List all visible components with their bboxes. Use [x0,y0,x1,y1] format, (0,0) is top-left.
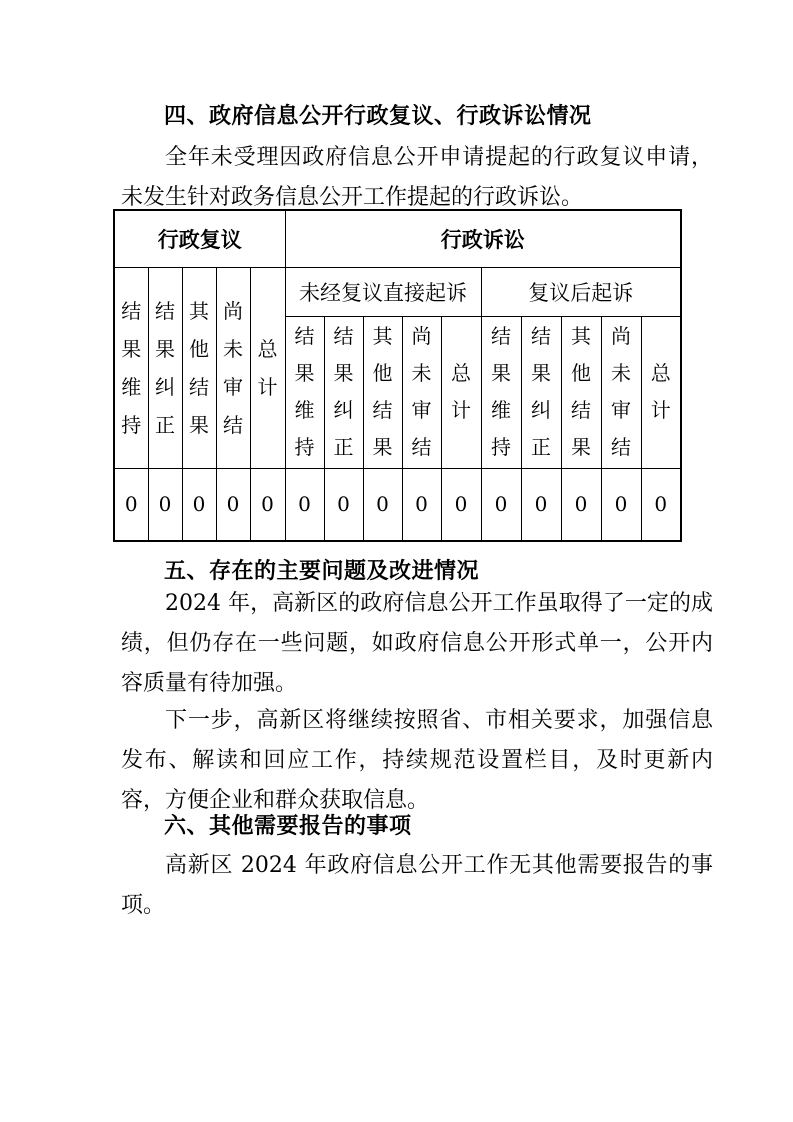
value-cell: 0 [250,468,285,541]
table-row-group-headers [114,210,681,267]
table-row-sub-headers [114,267,681,316]
value-cell: 0 [561,468,601,541]
value-cell: 0 [148,468,182,541]
value-cell: 0 [114,468,148,541]
value-cell: 0 [601,468,641,541]
section-5-paragraph-2: 下一步，高新区将继续按照省、市相关要求，加强信息发布、解读和回应工作，持续规范设置栏目，及时更新内容，方便企业和群众获取信息。 [121,708,713,813]
value-cell: 0 [641,468,681,541]
table-row-values [114,468,681,541]
post-review-suit-sub-header: 复议后起诉 [481,267,681,316]
post-review-outcome-header-total: 总计 [641,316,681,468]
post-review-outcome-header-upheld: 结果维持 [481,316,521,468]
review-group-header: 行政复议 [114,210,285,267]
value-cell: 0 [216,468,250,541]
review-outcome-header-other: 其他结果 [182,267,216,468]
direct-outcome-header-other: 其他结果 [363,316,402,468]
value-cell: 0 [182,468,216,541]
review-outcome-header-pending: 尚未审结 [216,267,250,468]
section-6-paragraph: 高新区 2024 年政府信息公开工作无其他需要报告的事项。 [121,853,713,918]
section-6-heading: 六、其他需要报告的事项 [164,814,412,839]
review-outcome-header-upheld: 结果维持 [114,267,148,468]
value-cell: 0 [441,468,481,541]
value-cell: 0 [402,468,441,541]
review-outcome-header-total: 总计 [250,267,285,468]
value-cell: 0 [521,468,561,541]
review-litigation-table [113,209,682,542]
value-cell: 0 [285,468,324,541]
direct-outcome-header-upheld: 结果维持 [285,316,324,468]
direct-suit-sub-header: 未经复议直接起诉 [285,267,481,316]
section-5-paragraph-1: 2024 年，高新区的政府信息公开工作虽取得了一定的成绩，但仍存在一些问题，如政府信息公开形式单一，公开内容质量有待加强。 [121,591,713,696]
direct-outcome-header-total: 总计 [441,316,481,468]
direct-outcome-header-corrected: 结果纠正 [324,316,363,468]
section-4-paragraph: 全年未受理因政府信息公开申请提起的行政复议申请，未发生针对政务信息公开工作提起的行政诉讼。 [121,145,713,210]
post-review-outcome-header-corrected: 结果纠正 [521,316,561,468]
direct-outcome-header-pending: 尚未审结 [402,316,441,468]
review-outcome-header-corrected: 结果纠正 [148,267,182,468]
post-review-outcome-header-pending: 尚未审结 [601,316,641,468]
section-4-heading: 四、政府信息公开行政复议、行政诉讼情况 [164,104,592,129]
section-5-heading: 五、存在的主要问题及改进情况 [164,559,480,584]
post-review-outcome-header-other: 其他结果 [561,316,601,468]
value-cell: 0 [324,468,363,541]
value-cell: 0 [481,468,521,541]
value-cell: 0 [363,468,402,541]
litigation-group-header: 行政诉讼 [285,210,681,267]
